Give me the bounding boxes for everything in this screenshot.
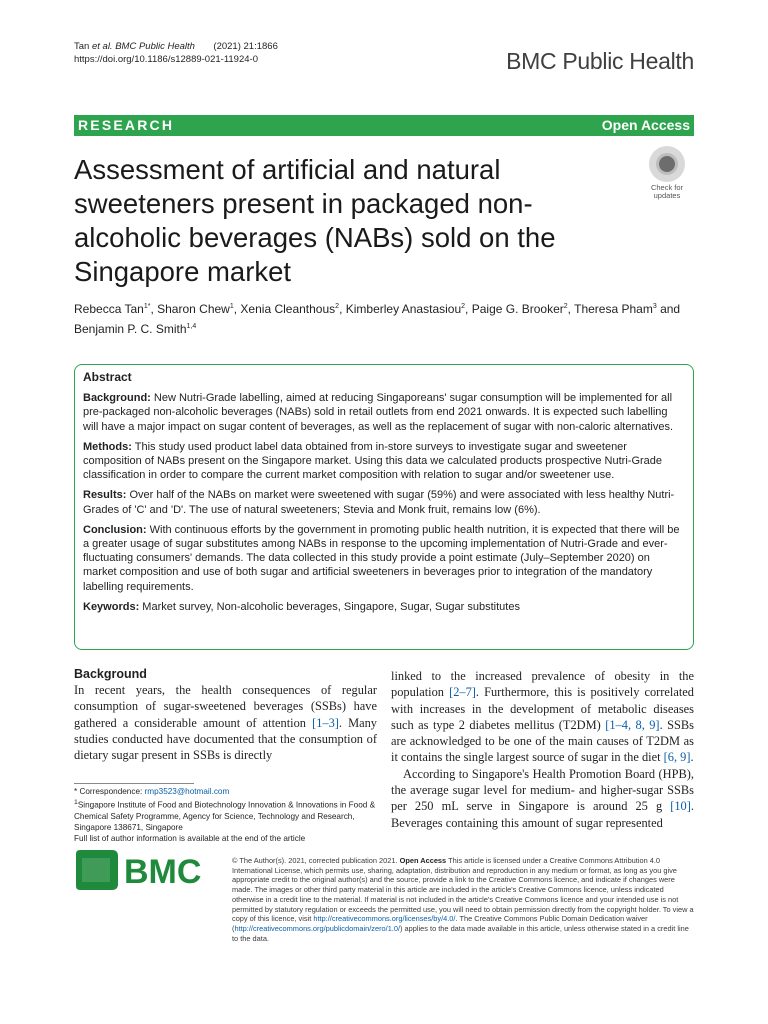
author-affiliation: 3 bbox=[652, 303, 657, 310]
abstract-methods bbox=[83, 440, 685, 483]
author: Benjamin P. C. Smith bbox=[74, 322, 187, 336]
badge-line-2: updates bbox=[653, 191, 681, 200]
abstract-conclusion bbox=[83, 523, 685, 594]
body-text: . bbox=[690, 750, 694, 765]
email-link[interactable]: rmp3523@hotmail.com bbox=[144, 787, 230, 796]
body-paragraph bbox=[391, 766, 694, 831]
body-text: . SSBs are acknowledged to be one of the main causes of T2DM as it contains the single largest source of sugar in the diet bbox=[391, 717, 694, 765]
citation-link[interactable]: [1–3] bbox=[312, 715, 339, 730]
section-label: Results: bbox=[83, 489, 127, 502]
author: Paige G. Brooker bbox=[471, 302, 564, 316]
author: Rebecca Tan bbox=[74, 302, 144, 316]
abstract-text: Market survey, Non-alcoholic beverages, Singapore, Sugar, Sugar substitutes bbox=[139, 600, 520, 613]
license-body: ) applies to the data made available in this article, unless otherwise stated in a credit line to the data. bbox=[232, 923, 689, 943]
body-text: . Beverages containing this amount of sugar represented bbox=[391, 799, 694, 830]
citation-journal: et al. BMC Public Health bbox=[91, 41, 195, 52]
body-paragraph bbox=[74, 682, 377, 763]
section-label: Methods: bbox=[83, 440, 132, 453]
author-affiliation: 1* bbox=[143, 303, 151, 310]
doi-link[interactable]: https://doi.org/10.1186/s12889-021-11924-0 bbox=[74, 54, 258, 65]
citation-link[interactable]: [1–4, 8, 9] bbox=[605, 717, 660, 732]
license-open-access: Open Access bbox=[399, 856, 447, 865]
author: Xenia Cleanthous bbox=[240, 302, 336, 316]
author: Kimberley Anastasiou bbox=[345, 302, 462, 316]
citation-header bbox=[74, 40, 278, 66]
body-text: . Many studies conducted have documented that the consumption of dietary sugar present in SSBs is directly bbox=[74, 715, 377, 763]
citation-year-volume: (2021) 21:1866 bbox=[213, 41, 278, 52]
citation-link[interactable]: [6, 9] bbox=[663, 750, 691, 765]
author-affiliation: 2 bbox=[461, 303, 466, 310]
citation-link[interactable]: [2–7] bbox=[449, 685, 476, 700]
author-info-note: Full list of author information is available at the end of the article bbox=[74, 833, 306, 843]
section-label: Conclusion: bbox=[83, 523, 147, 536]
footnote-divider bbox=[74, 783, 194, 784]
body-text: . Furthermore, this is positively correlated with increases in the development of metabolic diseases such as type 2 diabetes mellitus (T2DM) bbox=[391, 685, 694, 732]
citation-link[interactable]: [10] bbox=[670, 799, 691, 814]
citation-authors: Tan bbox=[74, 41, 92, 52]
correspondence-label: * Correspondence: bbox=[74, 787, 145, 796]
open-access-label: Open Access bbox=[601, 117, 690, 133]
author: Theresa Pham bbox=[574, 302, 653, 316]
logo-text: BMC bbox=[124, 853, 202, 891]
section-label: RESEARCH bbox=[78, 117, 175, 133]
bmc-logo bbox=[74, 848, 224, 892]
affiliation-number: 1 bbox=[74, 799, 78, 806]
left-column bbox=[74, 666, 377, 763]
body-text: linked to the increased prevalence of obesity in the population bbox=[391, 669, 694, 700]
abstract-results bbox=[83, 488, 685, 516]
abstract-keywords bbox=[83, 600, 685, 614]
abstract-box bbox=[74, 364, 694, 650]
section-bar bbox=[74, 115, 694, 136]
article-title: Assessment of artificial and natural sweeteners present in packaged non-alcoholic beverages (NABs) sold on the Singapore market bbox=[74, 154, 556, 287]
abstract-heading: Abstract bbox=[83, 370, 132, 384]
abstract-text: This study used product label data obtained from in-store surveys to investigate sugar and sweetener composition of NABs present on the Singapore market. Using this data we calculated products prospective Nutri-Grade classification in order to compare the current market composition with relation to sugar and/or sweetener use. bbox=[83, 440, 663, 482]
check-for-updates-badge[interactable] bbox=[642, 146, 692, 200]
right-column bbox=[391, 668, 694, 831]
journal-name: BMC Public Health bbox=[506, 48, 694, 74]
background-heading: Background bbox=[74, 667, 147, 681]
body-paragraph bbox=[391, 668, 694, 766]
abstract-text: With continuous efforts by the government in promoting public health nutrition, it is expected that there will be a greater usage of sugar substitutes among NABs in response to the upcoming implementation of Nutri-Grade and ever-fluctuating consumers' demands. The data collected in this study provide a point estimate (July–September 2020) on market composition and use of both sugar and artificial sweeteners in beverages prior to integration of the mandatory labelling requirements. bbox=[83, 523, 680, 593]
section-label: Background: bbox=[83, 392, 151, 405]
affiliation-text: Singapore Institute of Food and Biotechnology Innovation & Innovations in Food & Chemical Safety Programme, Agency for Science, Technology and Research, Singapore 138671, Singapore bbox=[74, 800, 376, 832]
crossmark-icon bbox=[649, 146, 685, 182]
author-affiliation: 1 bbox=[229, 303, 234, 310]
badge-line-1: Check for bbox=[650, 183, 684, 192]
author-list: Rebecca Tan$^{1*}$, Sharon Chew$^1$, Xenia Cleanthous$^2$, Kimberley Anastasiou$^2$, Paige G. Brooker$^2$, Theresa Pham$^3$ and Benjamin P. C. Smith$^{1,4}$ bbox=[74, 302, 681, 336]
license-copyright: © The Author(s). 2021, corrected publication 2021. bbox=[232, 856, 400, 865]
public-domain-link[interactable]: http://creativecommons.org/publicdomain/zero/1.0/ bbox=[234, 923, 401, 933]
abstract-text: Over half of the NABs on market were sweetened with sugar (59%) and were associated with less healthy Nutri-Grades of 'C' and 'D'. The use of natural sweeteners; Stevia and Monk fruit, remains low (6%). bbox=[83, 489, 675, 516]
license-text bbox=[232, 856, 694, 943]
footnotes bbox=[74, 786, 384, 844]
license-body: . The Creative Commons Public Domain Dedication waiver ( bbox=[232, 914, 648, 933]
body-text: In recent years, the health consequences of regular consumption of sugar-sweetened beverages (SSBs) have gathered a considerable amount of attention bbox=[74, 683, 377, 730]
license-body: This article is licensed under a Creative Commons Attribution 4.0 International License, which permits use, sharing, adaptation, distribution and reproduction in any medium or format, as long as you give appropriate credit to the original author(s) and the source, provide a link to the Creative Commons licence, and indicate if changes were made. The images or other third party material in this article are included in the article's Creative Commons licence, unless indicated otherwise in a credit line to the material. If material is not included in the article's Creative Commons licence and your intended use is not permitted by statutory regulation or exceeds the permitted use, you will need to obtain permission directly from the copyright holder. To view a copy of this licence, visit bbox=[232, 856, 694, 924]
abstract-text: New Nutri-Grade labelling, aimed at reducing Singaporeans' sugar consumption will be implemented for all pre-packaged non-alcoholic beverages (NABs) sold in retail outlets from end 2021 onwards. It is expected such labelling will have a major impact on sugar content of beverages, as well as the replacement of sugar with non-caloric alternatives. bbox=[83, 392, 674, 433]
author-affiliation: 2 bbox=[563, 303, 568, 310]
author-affiliation: 2 bbox=[335, 303, 340, 310]
license-link[interactable]: http://creativecommons.org/licenses/by/4.0/ bbox=[313, 914, 456, 924]
section-label: Keywords: bbox=[83, 600, 140, 613]
author: Sharon Chew bbox=[157, 302, 230, 316]
body-text: According to Singapore's Health Promotion Board (HPB), the average sugar level for medium- and higher-sugar SSBs per 250 mL serve in Singapore is around 25 g bbox=[391, 766, 694, 814]
author-affiliation: 1,4 bbox=[186, 323, 197, 330]
abstract-background bbox=[83, 391, 685, 434]
